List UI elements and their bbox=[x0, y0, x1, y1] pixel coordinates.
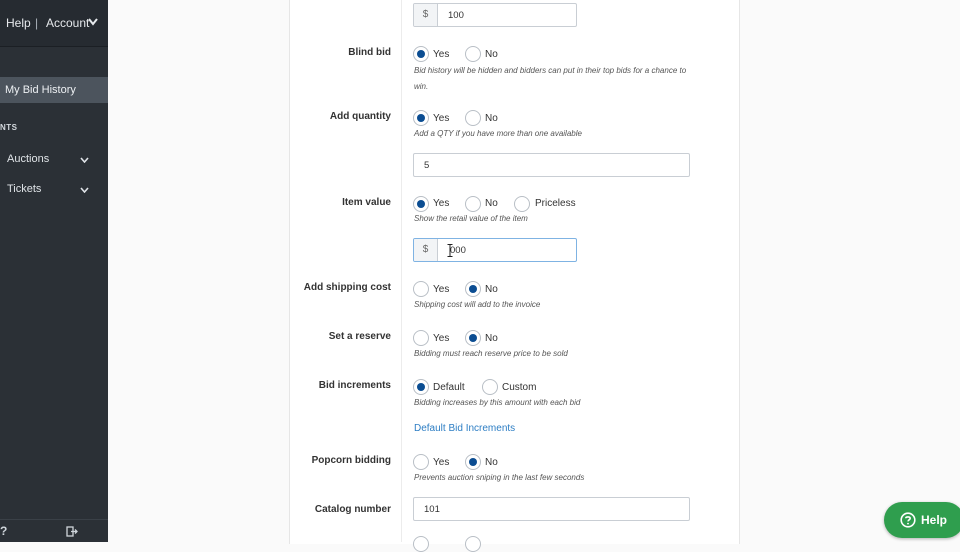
popcorn-bidding-hint: Prevents auction sniping in the last few seconds bbox=[414, 473, 585, 482]
item-value-yes-label[interactable]: Yes bbox=[433, 198, 450, 209]
quantity-input[interactable] bbox=[413, 153, 690, 177]
text-cursor-icon bbox=[447, 244, 453, 257]
shipping-cost-no-label[interactable]: No bbox=[485, 284, 498, 295]
top-price-field[interactable] bbox=[413, 3, 577, 27]
item-value-yes-radio[interactable] bbox=[413, 196, 429, 212]
label-column-divider bbox=[401, 0, 402, 542]
add-quantity-yes-label[interactable]: Yes bbox=[433, 113, 450, 124]
add-quantity-no-radio[interactable] bbox=[465, 110, 481, 126]
blind-bid-label: Blind bid bbox=[348, 47, 391, 58]
item-value-no-label[interactable]: No bbox=[485, 198, 498, 209]
sidebar-item-tickets[interactable] bbox=[0, 179, 108, 199]
bid-increments-default-label[interactable]: Default bbox=[433, 382, 465, 393]
next-row-radio[interactable] bbox=[413, 536, 429, 552]
sidebar-item-auctions[interactable] bbox=[0, 149, 108, 169]
chevron-down-icon bbox=[80, 187, 89, 193]
popcorn-bidding-yes-label[interactable]: Yes bbox=[433, 457, 450, 468]
sidebar-item-my-bid-history[interactable] bbox=[0, 77, 108, 103]
next-row-radio[interactable] bbox=[465, 536, 481, 552]
add-quantity-hint: Add a QTY if you have more than one available bbox=[414, 129, 582, 138]
shipping-cost-hint: Shipping cost will add to the invoice bbox=[414, 300, 541, 309]
item-value-amount: 000 bbox=[450, 245, 466, 256]
item-value-label: Item value bbox=[342, 197, 391, 208]
shipping-cost-yes-label[interactable]: Yes bbox=[433, 284, 450, 295]
reserve-no-label[interactable]: No bbox=[485, 333, 498, 344]
currency-prefix: $ bbox=[414, 239, 438, 261]
add-quantity-yes-radio[interactable] bbox=[413, 110, 429, 126]
blind-bid-no-radio[interactable] bbox=[465, 46, 481, 62]
sidebar-footer bbox=[0, 519, 108, 542]
item-value-priceless-label[interactable]: Priceless bbox=[535, 198, 576, 209]
reserve-hint: Bidding must reach reserve price to be sold bbox=[414, 349, 568, 358]
help-link[interactable]: Help bbox=[6, 16, 31, 30]
bid-increments-label: Bid increments bbox=[318, 380, 391, 391]
bid-increments-hint: Bidding increases by this amount with each bid bbox=[414, 398, 581, 407]
help-question-icon[interactable]: ? bbox=[0, 524, 8, 538]
blind-bid-yes-label[interactable]: Yes bbox=[433, 49, 450, 60]
bid-increments-custom-label[interactable]: Custom bbox=[502, 382, 537, 393]
blind-bid-yes-radio[interactable] bbox=[413, 46, 429, 62]
popcorn-bidding-no-label[interactable]: No bbox=[485, 457, 498, 468]
header-separator: | bbox=[35, 16, 39, 30]
item-value-field[interactable] bbox=[413, 238, 577, 262]
add-quantity-no-label[interactable]: No bbox=[485, 113, 498, 124]
default-bid-increments-link[interactable]: Default Bid Increments bbox=[414, 423, 516, 434]
help-widget-button[interactable] bbox=[884, 502, 960, 538]
blind-bid-no-label[interactable]: No bbox=[485, 49, 498, 60]
account-menu[interactable]: Account bbox=[46, 16, 90, 30]
item-value-priceless-radio[interactable] bbox=[514, 196, 530, 212]
item-value-no-radio[interactable] bbox=[465, 196, 481, 212]
question-circle-icon bbox=[900, 512, 916, 528]
sidebar-item-label: Auctions bbox=[7, 153, 50, 165]
chevron-down-icon bbox=[80, 157, 89, 163]
reserve-label: Set a reserve bbox=[328, 331, 391, 342]
reserve-no-radio[interactable] bbox=[465, 330, 481, 346]
help-widget-label: Help bbox=[921, 513, 948, 527]
item-value-hint: Show the retail value of the item bbox=[414, 214, 528, 223]
popcorn-bidding-label: Popcorn bidding bbox=[311, 455, 391, 466]
reserve-yes-radio[interactable] bbox=[413, 330, 429, 346]
popcorn-bidding-yes-radio[interactable] bbox=[413, 454, 429, 470]
sidebar-item-label: My Bid History bbox=[5, 84, 76, 96]
sidebar-section-heading: NTS bbox=[0, 123, 18, 132]
add-quantity-label: Add quantity bbox=[329, 111, 391, 122]
currency-prefix: $ bbox=[414, 4, 438, 26]
bid-increments-custom-radio[interactable] bbox=[482, 379, 498, 395]
reserve-yes-label[interactable]: Yes bbox=[433, 333, 450, 344]
popcorn-bidding-no-radio[interactable] bbox=[465, 454, 481, 470]
shipping-cost-yes-radio[interactable] bbox=[413, 281, 429, 297]
chevron-down-icon[interactable] bbox=[88, 18, 98, 26]
catalog-number-input[interactable] bbox=[413, 497, 690, 521]
shipping-cost-label: Add shipping cost bbox=[303, 282, 391, 293]
sidebar-item-label: Tickets bbox=[7, 183, 42, 195]
bid-increments-default-radio[interactable] bbox=[413, 379, 429, 395]
catalog-number-value: 101 bbox=[424, 504, 440, 515]
quantity-value: 5 bbox=[424, 160, 430, 171]
sidebar-header bbox=[0, 0, 108, 47]
sidebar bbox=[0, 0, 108, 542]
logout-icon[interactable] bbox=[66, 526, 78, 537]
catalog-number-label: Catalog number bbox=[314, 504, 391, 515]
shipping-cost-no-radio[interactable] bbox=[465, 281, 481, 297]
blind-bid-hint: Bid history will be hidden and bidders can put in their top bids for a chance to win. bbox=[414, 66, 687, 91]
top-price-value: 100 bbox=[448, 10, 464, 21]
